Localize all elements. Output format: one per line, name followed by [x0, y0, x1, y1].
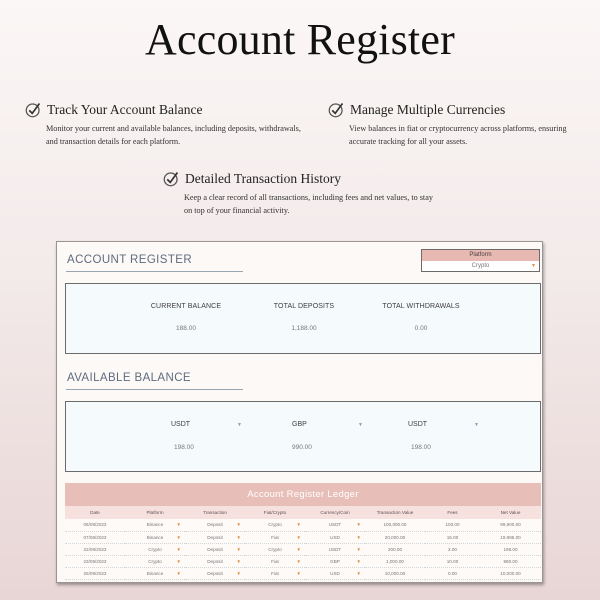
dropdown-arrow-icon[interactable]: ▼ — [358, 422, 363, 428]
dropdown-arrow-icon: ▼ — [176, 546, 181, 552]
col-fees: Fees — [425, 506, 480, 519]
stat-current-balance: CURRENT BALANCE 188.00 — [150, 303, 222, 332]
check-circle-icon — [25, 101, 42, 118]
section-title-account-register: ACCOUNT REGISTER — [66, 254, 243, 272]
dropdown-arrow-icon: ▼ — [236, 570, 241, 576]
dropdown-arrow-icon: ▼ — [356, 522, 361, 527]
platform-filter-label: Platform — [422, 250, 539, 261]
dropdown-arrow-icon: ▼ — [236, 522, 241, 527]
dropdown-arrow-icon: ▼ — [356, 546, 361, 552]
dropdown-arrow-icon: ▼ — [176, 570, 181, 576]
table-row: 22/09/2023 Crypto ▼ Deposit ▼ Crypto ▼ USDT ▼ 200.00 2.00 198.00 — [65, 543, 541, 555]
feature-title: Track Your Account Balance — [47, 101, 203, 117]
platform-filter[interactable] — [421, 249, 540, 272]
currency-balance[interactable]: USDT ▼ 198.00 — [408, 421, 479, 451]
check-circle-icon — [163, 170, 180, 187]
feature-track-balance — [25, 101, 325, 148]
stat-total-withdrawals: TOTAL WITHDRAWALS 0.00 — [382, 303, 460, 332]
feature-multiple-currencies — [328, 101, 588, 148]
dropdown-arrow-icon: ▼ — [296, 558, 301, 564]
dropdown-arrow-icon: ▼ — [176, 534, 181, 540]
table-row: 23/09/2023 Crypto ▼ Deposit ▼ Fiat ▼ GBP ▼ 1,000.00 10.00 990.00 — [65, 555, 541, 567]
check-circle-icon — [328, 101, 345, 118]
dropdown-arrow-icon: ▼ — [296, 534, 301, 540]
currency-balance[interactable]: GBP ▼ 990.00 — [292, 421, 363, 451]
dropdown-arrow-icon: ▼ — [176, 558, 181, 564]
table-row: 06/09/2023 Binance ▼ Deposit ▼ Crypto ▼ USDT ▼ 100,000.00 100.00 99,900.00 — [65, 519, 541, 531]
dropdown-arrow-icon: ▼ — [296, 570, 301, 576]
feature-description: Monitor your current and available balances, including deposits, withdrawals, and transaction details for each platform. — [46, 124, 301, 146]
dropdown-arrow-icon: ▼ — [356, 558, 361, 564]
feature-title: Detailed Transaction History — [185, 170, 341, 186]
col-date: Date — [65, 506, 125, 519]
ledger-header-row — [65, 506, 541, 519]
dropdown-arrow-icon: ▼ — [236, 546, 241, 552]
summary-panel — [65, 283, 541, 354]
spreadsheet-preview — [56, 241, 543, 583]
dropdown-arrow-icon[interactable]: ▼ — [531, 263, 536, 269]
feature-description: Keep a clear record of all transactions, including fees and net values, to stay on top of your financial activity. — [184, 193, 433, 215]
page-title: Account Register — [145, 15, 455, 64]
col-transaction: Transaction — [185, 506, 245, 519]
dropdown-arrow-icon: ▼ — [356, 534, 361, 540]
dropdown-arrow-icon: ▼ — [176, 522, 181, 527]
col-net-value: Net Value — [480, 506, 541, 519]
col-transaction-value: Transaction Value — [365, 506, 425, 519]
currency-balance[interactable]: USDT ▼ 198.00 — [171, 421, 242, 451]
dropdown-arrow-icon: ▼ — [236, 534, 241, 540]
ledger-title: Account Register Ledger — [65, 483, 541, 506]
platform-filter-select[interactable]: Crypto ▼ — [471, 263, 536, 269]
stat-total-deposits: TOTAL DEPOSITS 1,188.00 — [273, 303, 335, 332]
dropdown-arrow-icon: ▼ — [296, 522, 301, 527]
dropdown-arrow-icon: ▼ — [296, 546, 301, 552]
table-row: 07/09/2023 Binance ▼ Deposit ▼ Fiat ▼ USD ▼ 20,000.00 15.00 19,985.00 — [65, 531, 541, 543]
ledger-table — [65, 483, 541, 580]
dropdown-arrow-icon[interactable]: ▼ — [474, 422, 479, 428]
dropdown-arrow-icon: ▼ — [236, 558, 241, 564]
section-title-available-balance: AVAILABLE BALANCE — [66, 372, 243, 390]
col-fiat-crypto: Fiat/Crypto — [245, 506, 305, 519]
feature-description: View balances in fiat or cryptocurrency across platforms, ensuring accurate tracking for all your assets. — [349, 124, 567, 146]
table-row: 25/09/2023 Binance ▼ Deposit ▼ Fiat ▼ USD ▼ 10,000.00 0.00 10,000.00 — [65, 567, 541, 579]
dropdown-arrow-icon[interactable]: ▼ — [237, 422, 242, 428]
feature-title: Manage Multiple Currencies — [350, 101, 506, 117]
col-platform: Platform — [125, 506, 185, 519]
available-balance-panel — [65, 401, 541, 472]
dropdown-arrow-icon: ▼ — [356, 570, 361, 576]
feature-transaction-history — [163, 170, 453, 217]
col-currency: Currency/Coin — [305, 506, 365, 519]
